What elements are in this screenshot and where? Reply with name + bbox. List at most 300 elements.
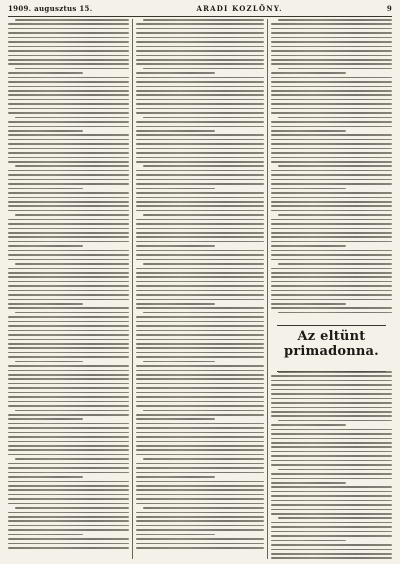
text-line [8, 276, 129, 278]
text-line [136, 498, 264, 500]
text-line [136, 538, 264, 540]
text-line [8, 316, 129, 318]
text-line [136, 281, 264, 283]
text-line [8, 241, 129, 243]
text-line [271, 303, 346, 305]
text-line [8, 294, 129, 296]
text-line [271, 236, 392, 238]
text-line [271, 526, 392, 528]
text-line [271, 272, 392, 274]
text-line [8, 347, 129, 349]
text-line [8, 449, 129, 451]
text-line [271, 464, 392, 466]
text-line [136, 103, 264, 105]
text-line [136, 467, 264, 469]
text-line [8, 299, 129, 301]
text-line [143, 68, 264, 70]
text-line [8, 476, 83, 478]
text-line [278, 19, 392, 21]
text-line [271, 197, 392, 199]
text-line [8, 303, 83, 305]
text-line [8, 485, 129, 487]
text-line [8, 179, 129, 181]
text-line [271, 540, 346, 542]
text-line [8, 188, 83, 190]
text-line [271, 41, 392, 43]
text-line [8, 245, 83, 247]
text-line [8, 201, 129, 203]
text-line [8, 72, 83, 74]
text-line [271, 402, 392, 404]
text-line [271, 46, 392, 48]
text-line [8, 472, 129, 474]
text-line [8, 223, 129, 225]
text-line [271, 188, 346, 190]
column-layout [8, 19, 392, 559]
text-line [143, 117, 264, 119]
text-line [8, 330, 129, 332]
text-line [8, 481, 129, 483]
text-line [136, 152, 264, 154]
text-line [143, 312, 264, 314]
text-line [271, 201, 392, 203]
text-line [8, 143, 129, 145]
text-line [136, 325, 264, 327]
text-line [271, 500, 392, 502]
text-line [278, 371, 392, 373]
text-line [271, 152, 392, 154]
text-line [271, 161, 392, 163]
headline-block [271, 323, 392, 374]
text-line [15, 68, 129, 70]
text-line [143, 507, 264, 509]
text-line [271, 389, 392, 391]
text-line [271, 219, 392, 221]
text-line [136, 485, 264, 487]
text-line [8, 236, 129, 238]
headline-title: Az eltünt primadonna. [284, 329, 379, 359]
text-line [8, 130, 83, 132]
text-line [136, 94, 264, 96]
text-line [8, 205, 129, 207]
text-line [8, 529, 129, 531]
text-line [8, 134, 129, 136]
text-line [271, 192, 392, 194]
text-line [8, 445, 129, 447]
column-right-top-lines [271, 19, 392, 316]
text-line [8, 418, 83, 420]
text-line [8, 489, 129, 491]
text-line [8, 374, 129, 376]
column-right [271, 19, 392, 559]
text-line [136, 516, 264, 518]
text-line [271, 411, 392, 413]
text-line [8, 161, 129, 163]
text-line [136, 370, 264, 372]
text-line [8, 378, 129, 380]
text-line [136, 188, 215, 190]
text-line [136, 449, 264, 451]
issue-date: 1909. augusztus 15. [8, 4, 93, 13]
text-line [271, 99, 392, 101]
text-line [136, 250, 264, 252]
newspaper-title: ARADI KOZLÖNY. [196, 4, 283, 13]
text-line [271, 438, 392, 440]
text-line [8, 232, 129, 234]
text-line [136, 374, 264, 376]
text-line [136, 236, 264, 238]
text-line [8, 139, 129, 141]
text-line [136, 241, 264, 243]
text-line [8, 112, 129, 114]
text-line [8, 94, 129, 96]
text-line [8, 307, 129, 309]
text-line [15, 458, 129, 460]
text-line [271, 375, 392, 377]
column-middle [136, 19, 264, 559]
text-line [271, 174, 392, 176]
text-line [8, 356, 129, 358]
text-line [278, 117, 392, 119]
text-line [278, 165, 392, 167]
text-line [8, 170, 129, 172]
text-line [136, 436, 264, 438]
text-line [278, 517, 392, 519]
text-line [271, 531, 392, 533]
text-line [271, 495, 392, 497]
text-line [136, 41, 264, 43]
text-line [136, 383, 264, 385]
text-line [8, 148, 129, 150]
text-line [136, 529, 264, 531]
text-line [136, 161, 264, 163]
text-line [271, 424, 346, 426]
text-line [8, 436, 129, 438]
text-line [136, 179, 264, 181]
text-line [136, 543, 264, 545]
text-line [271, 407, 392, 409]
text-line [271, 268, 392, 270]
text-line [8, 352, 129, 354]
text-line [271, 522, 392, 524]
text-line [271, 139, 392, 141]
text-line [271, 130, 346, 132]
text-line [8, 512, 129, 514]
headline-subtitle [275, 361, 388, 369]
text-line [136, 396, 264, 398]
text-line [8, 23, 129, 25]
text-line [8, 219, 129, 221]
text-line [271, 393, 392, 395]
text-line [136, 547, 264, 549]
text-line [278, 263, 392, 265]
text-line [143, 410, 264, 412]
text-line [136, 143, 264, 145]
text-line [8, 467, 129, 469]
text-line [271, 28, 392, 30]
text-line [8, 259, 129, 261]
text-line [271, 281, 392, 283]
text-line [8, 396, 129, 398]
text-line [8, 339, 129, 341]
text-line [8, 183, 129, 185]
text-line [136, 245, 215, 247]
text-line [271, 90, 392, 92]
text-line [271, 23, 392, 25]
text-line [271, 460, 392, 462]
text-line [271, 290, 392, 292]
text-line [8, 285, 129, 287]
text-line [136, 59, 264, 61]
text-line [8, 423, 129, 425]
text-line [136, 432, 264, 434]
text-line [136, 63, 264, 65]
text-line [8, 55, 129, 57]
text-line [136, 197, 264, 199]
text-line [8, 192, 129, 194]
text-line [136, 32, 264, 34]
text-line [136, 192, 264, 194]
column-rule-1 [132, 19, 133, 559]
text-line [136, 356, 264, 358]
text-line [271, 86, 392, 88]
column-left [8, 19, 129, 559]
text-line [136, 254, 264, 256]
text-line [271, 482, 346, 484]
text-line [143, 19, 264, 21]
text-line [8, 77, 129, 79]
text-line [136, 130, 215, 132]
text-line [8, 525, 129, 527]
text-line [136, 148, 264, 150]
text-line [271, 77, 392, 79]
text-line [271, 63, 392, 65]
text-line [271, 486, 392, 488]
text-line [136, 427, 264, 429]
text-line [8, 152, 129, 154]
text-line [136, 334, 264, 336]
text-line [15, 263, 129, 265]
text-line [271, 32, 392, 34]
text-line [8, 126, 129, 128]
text-line [271, 241, 392, 243]
text-line [271, 254, 392, 256]
text-line [8, 254, 129, 256]
text-line [271, 108, 392, 110]
text-line [8, 365, 129, 367]
text-line [271, 549, 392, 551]
text-line [271, 384, 392, 386]
text-line [8, 250, 129, 252]
headline-rule-top [277, 325, 386, 326]
text-line [136, 276, 264, 278]
text-line [8, 520, 129, 522]
text-line [8, 210, 129, 212]
text-line [8, 432, 129, 434]
text-line [271, 294, 392, 296]
text-line [8, 543, 129, 545]
text-line [271, 81, 392, 83]
text-line [136, 46, 264, 48]
text-line [8, 50, 129, 52]
text-line [136, 99, 264, 101]
text-line [271, 557, 392, 559]
text-line [271, 509, 392, 511]
text-line [136, 108, 264, 110]
text-line [8, 538, 129, 540]
text-line [8, 41, 129, 43]
text-line [15, 507, 129, 509]
text-line [271, 307, 392, 309]
text-line [8, 321, 129, 323]
text-line [136, 157, 264, 159]
text-line [136, 112, 264, 114]
text-line [8, 427, 129, 429]
text-line [271, 259, 392, 261]
text-line [136, 294, 264, 296]
text-line [136, 55, 264, 57]
text-line [8, 547, 129, 549]
text-line [136, 423, 264, 425]
column-right-bottom-lines [271, 371, 392, 559]
text-line [136, 339, 264, 341]
text-line [8, 108, 129, 110]
text-line [136, 210, 264, 212]
text-line [271, 513, 392, 515]
text-line [136, 228, 264, 230]
text-line [271, 433, 392, 435]
text-line [271, 245, 346, 247]
text-line [271, 72, 346, 74]
text-line [8, 59, 129, 61]
text-line [271, 143, 392, 145]
text-line [8, 28, 129, 30]
text-line [143, 458, 264, 460]
text-line [8, 370, 129, 372]
text-line [271, 210, 392, 212]
text-line [8, 228, 129, 230]
text-line [271, 429, 392, 431]
text-line [136, 489, 264, 491]
text-line [136, 445, 264, 447]
text-line [136, 201, 264, 203]
text-line [271, 59, 392, 61]
text-line [143, 214, 264, 216]
text-line [8, 103, 129, 105]
column-middle-lines [136, 19, 264, 552]
text-line [8, 392, 129, 394]
text-line [8, 157, 129, 159]
text-line [136, 139, 264, 141]
text-line [8, 441, 129, 443]
text-line [15, 361, 83, 363]
text-line [271, 228, 392, 230]
text-line [136, 72, 215, 74]
text-line [271, 183, 392, 185]
text-line [136, 321, 264, 323]
text-line [136, 481, 264, 483]
text-line [8, 81, 129, 83]
text-line [136, 183, 264, 185]
column-rule-2 [267, 19, 268, 559]
text-line [136, 134, 264, 136]
text-line [271, 276, 392, 278]
text-line [136, 28, 264, 30]
text-line [136, 90, 264, 92]
text-line [8, 534, 83, 536]
text-line [278, 469, 392, 471]
page-number: 9 [386, 4, 392, 13]
text-line [136, 378, 264, 380]
text-line [271, 285, 392, 287]
text-line [15, 214, 129, 216]
text-line [136, 126, 264, 128]
text-line [278, 214, 392, 216]
text-line [271, 299, 392, 301]
text-line [136, 330, 264, 332]
text-line [271, 50, 392, 52]
text-line [8, 334, 129, 336]
text-line [136, 441, 264, 443]
text-line [8, 121, 129, 123]
text-line [136, 316, 264, 318]
text-line [136, 272, 264, 274]
text-line [8, 90, 129, 92]
text-line [136, 405, 264, 407]
text-line [136, 223, 264, 225]
text-line [136, 303, 215, 305]
text-line [271, 134, 392, 136]
text-line [8, 516, 129, 518]
text-line [136, 86, 264, 88]
text-line [8, 46, 129, 48]
text-line [271, 478, 392, 480]
text-line [136, 205, 264, 207]
text-line [278, 68, 392, 70]
text-line [8, 498, 129, 500]
text-line [136, 50, 264, 52]
masthead [8, 4, 392, 17]
text-line [8, 325, 129, 327]
text-line [136, 392, 264, 394]
text-line [8, 63, 129, 65]
text-line [271, 553, 392, 555]
text-line [271, 126, 392, 128]
text-line [15, 165, 129, 167]
text-line [8, 405, 129, 407]
text-line [8, 343, 129, 345]
text-line [271, 491, 392, 493]
text-line [136, 520, 264, 522]
text-line [271, 232, 392, 234]
text-line [271, 37, 392, 39]
text-line [271, 451, 392, 453]
text-line [136, 463, 264, 465]
text-line [271, 157, 392, 159]
text-line [271, 205, 392, 207]
text-line [15, 117, 129, 119]
text-line [136, 81, 264, 83]
text-line [8, 463, 129, 465]
text-line [136, 299, 264, 301]
text-line [271, 544, 392, 546]
text-line [136, 343, 264, 345]
text-line [271, 112, 392, 114]
text-line [278, 312, 392, 314]
text-line [136, 259, 264, 261]
text-line [271, 415, 392, 417]
text-line [136, 347, 264, 349]
